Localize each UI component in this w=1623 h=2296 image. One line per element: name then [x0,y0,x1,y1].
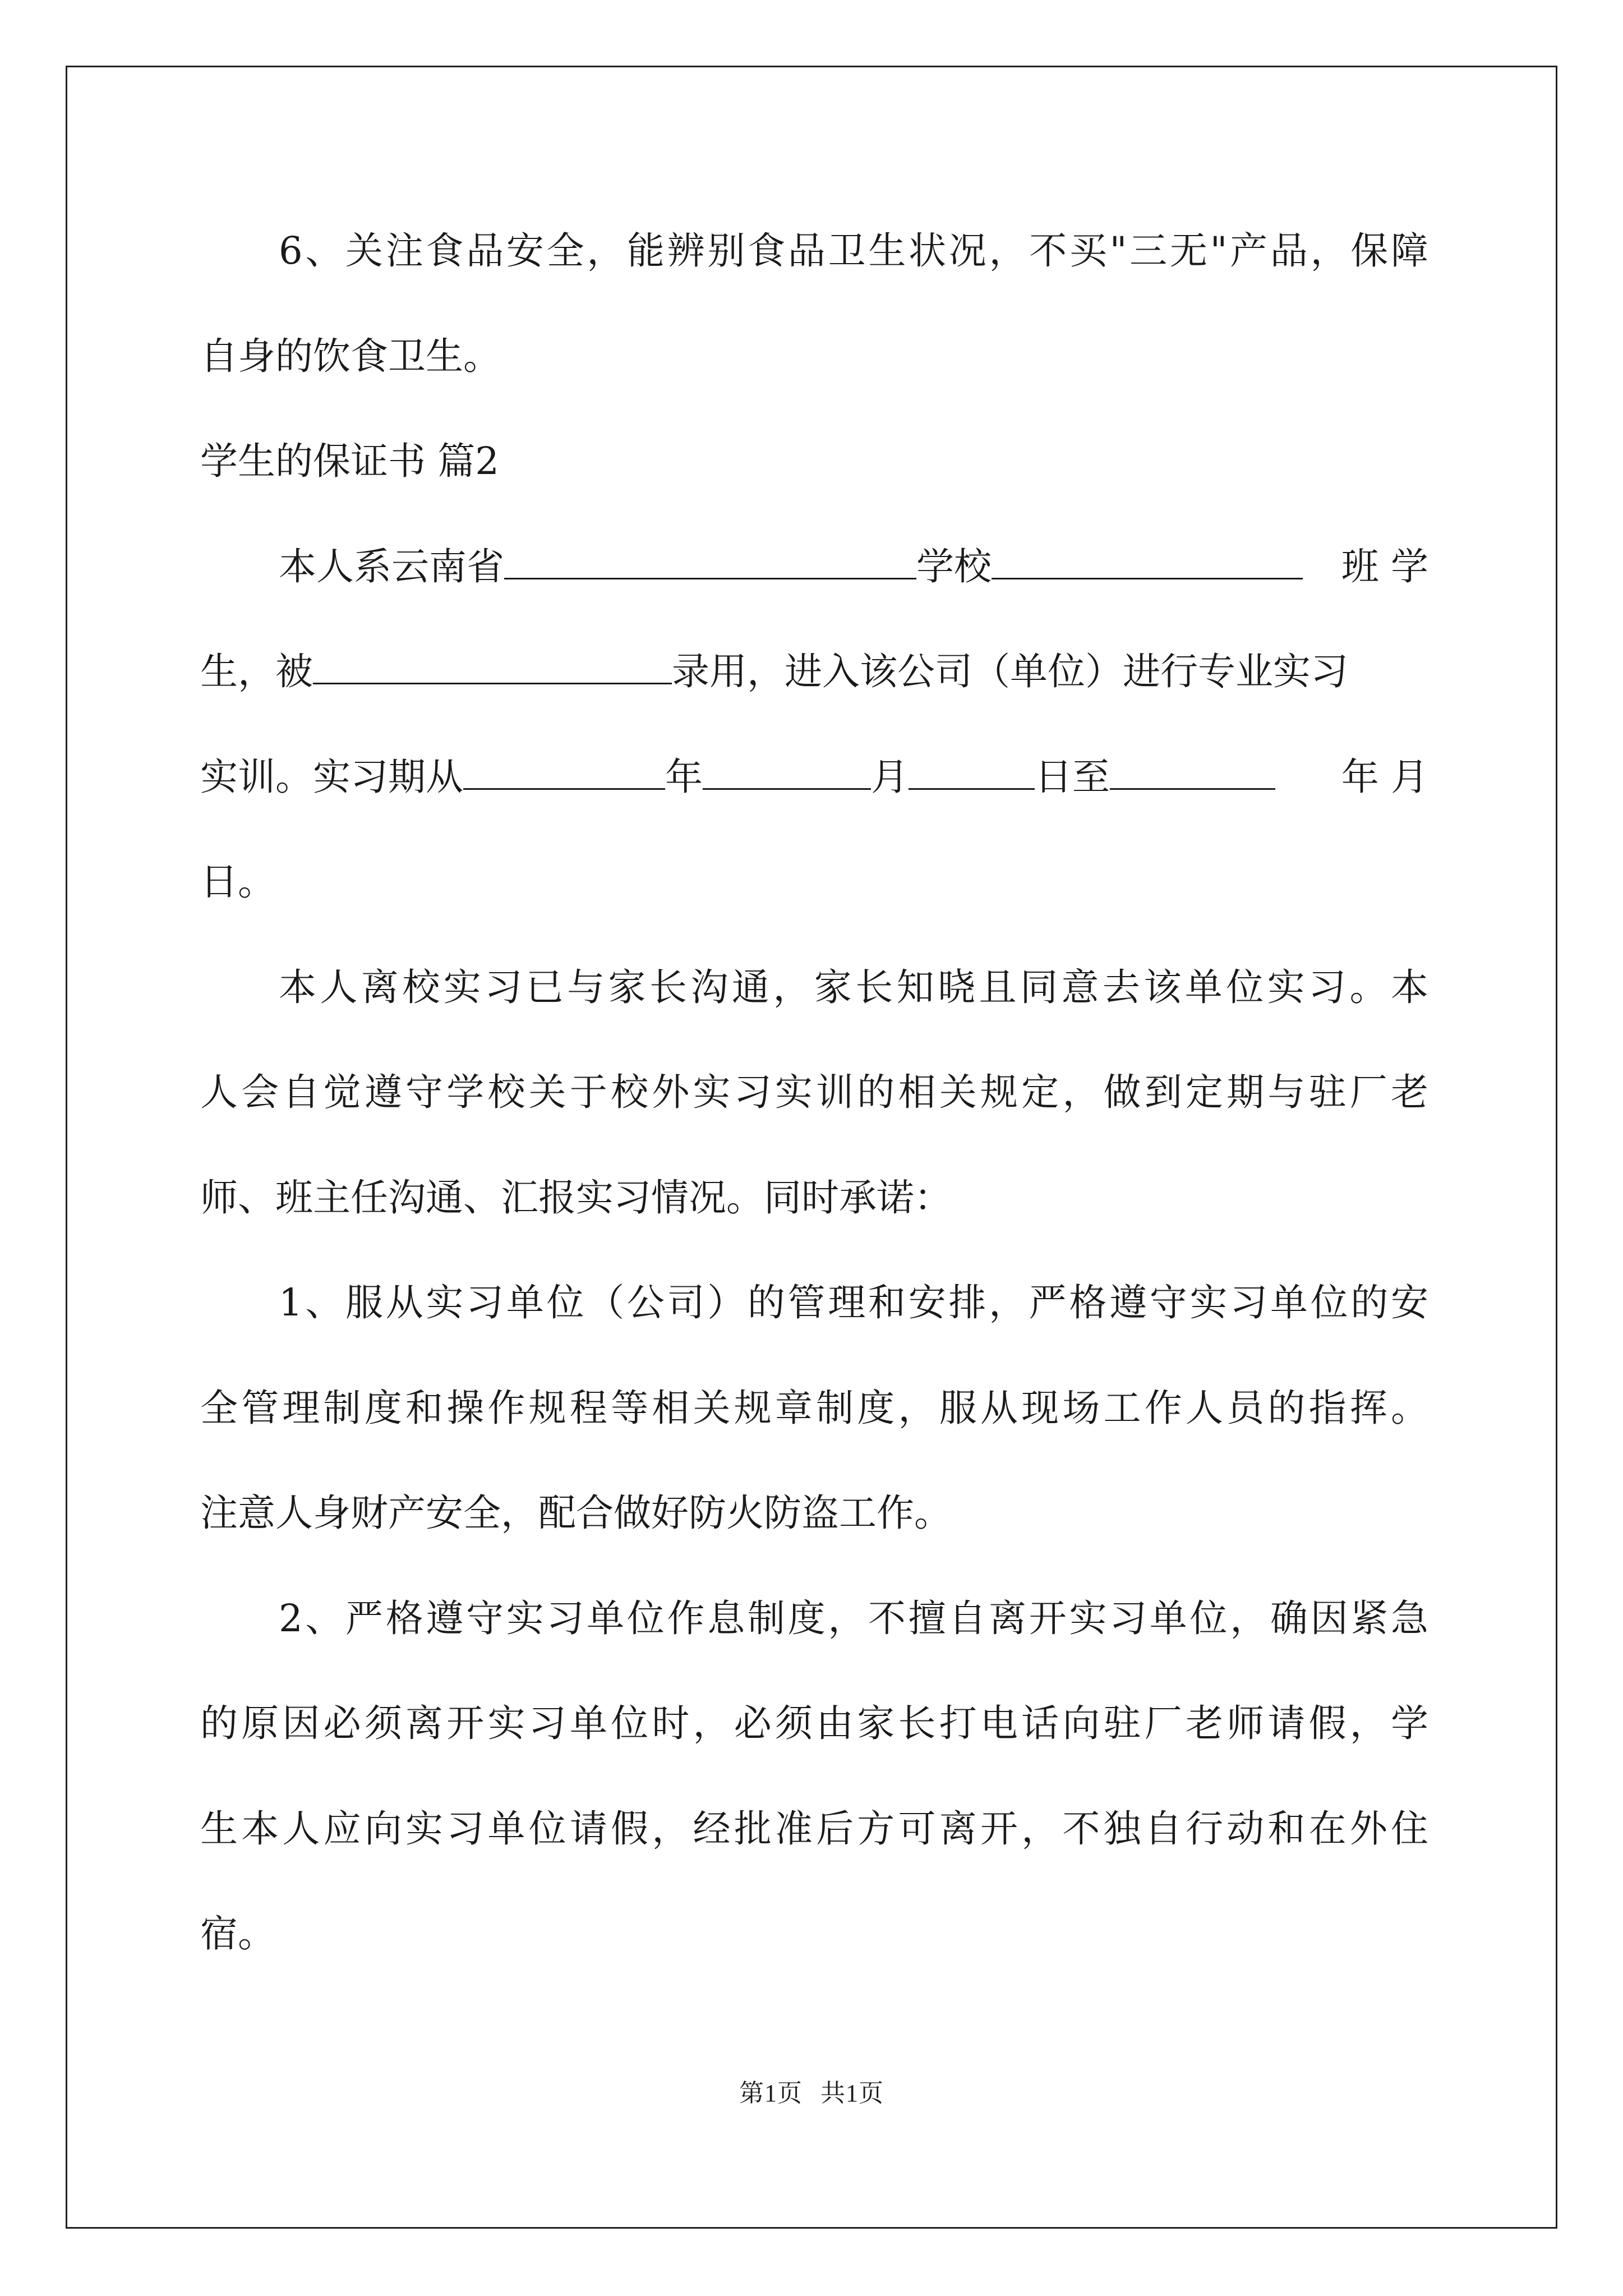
paragraph-5-line-1: 2、严格遵守实习单位作息制度，不擅自离开实习单位，确因紧急 [279,1596,1428,1640]
paragraph-2-text-f: 实训。实习期从 [200,755,463,799]
section-heading: 学生的保证书 篇2 [200,439,499,483]
paragraph-2-text-c: 班 学 [1341,545,1428,588]
paragraph-2-text-d: 生，被 [200,650,313,693]
blank-end-year[interactable] [1110,753,1275,790]
paragraph-2-text-h: 月 [871,755,909,799]
blank-start-month[interactable] [703,753,871,790]
paragraph-2-text-i: 日至 [1035,755,1110,799]
blank-start-year[interactable] [463,753,665,790]
paragraph-2-line-1 [279,540,1428,593]
page-border [66,66,1557,2229]
blank-start-day[interactable] [909,753,1035,790]
page-number-current: 第1页 [739,2079,803,2107]
paragraph-2-text-g: 年 [665,755,703,799]
paragraph-3-line-1: 本人离校实习已与家长沟通，家长知晓且同意去该单位实习。本 [279,965,1428,1009]
paragraph-2-text-e: 录用，进入该公司（单位）进行专业实习 [672,650,1348,693]
paragraph-4-line-2: 全管理制度和操作规程等相关规章制度，服从现场工作人员的指挥。 [200,1386,1428,1430]
paragraph-3-line-2: 人会自觉遵守学校关于校外实习实训的相关规定，做到定期与驻厂老 [200,1070,1428,1114]
paragraph-2-text-a: 本人系云南省 [279,545,504,588]
blank-province-school[interactable] [504,543,916,579]
paragraph-2-text-b: 学校 [916,545,992,588]
paragraph-2-line-2 [200,645,1348,698]
paragraph-5-line-4: 宿。 [200,1912,275,1955]
paragraph-1-line-2: 自身的饮食卫生。 [200,334,501,378]
paragraph-2-line-4: 日。 [200,860,275,904]
paragraph-4-line-1: 1、服从实习单位（公司）的管理和安排，严格遵守实习单位的安 [279,1281,1428,1324]
page-footer [0,2073,1623,2109]
paragraph-5-line-3: 生本人应向实习单位请假，经批准后方可离开，不独自行动和在外住 [200,1807,1428,1851]
paragraph-1-line-1: 6、关注食品安全，能辨别食品卫生状况，不买"三无"产品，保障 [279,229,1428,273]
page-number-total: 共1页 [820,2079,884,2107]
blank-company[interactable] [313,648,672,684]
paragraph-3-line-3: 师、班主任沟通、汇报实习情况。同时承诺： [200,1176,952,1220]
paragraph-4-line-3: 注意人身财产安全，配合做好防火防盗工作。 [200,1491,952,1535]
paragraph-2-text-j: 年 月 [1341,755,1428,799]
paragraph-5-line-2: 的原因必须离开实习单位时，必须由家长打电话向驻厂老师请假，学 [200,1701,1428,1745]
paragraph-2-line-3 [200,751,1428,803]
blank-class[interactable] [992,543,1303,579]
